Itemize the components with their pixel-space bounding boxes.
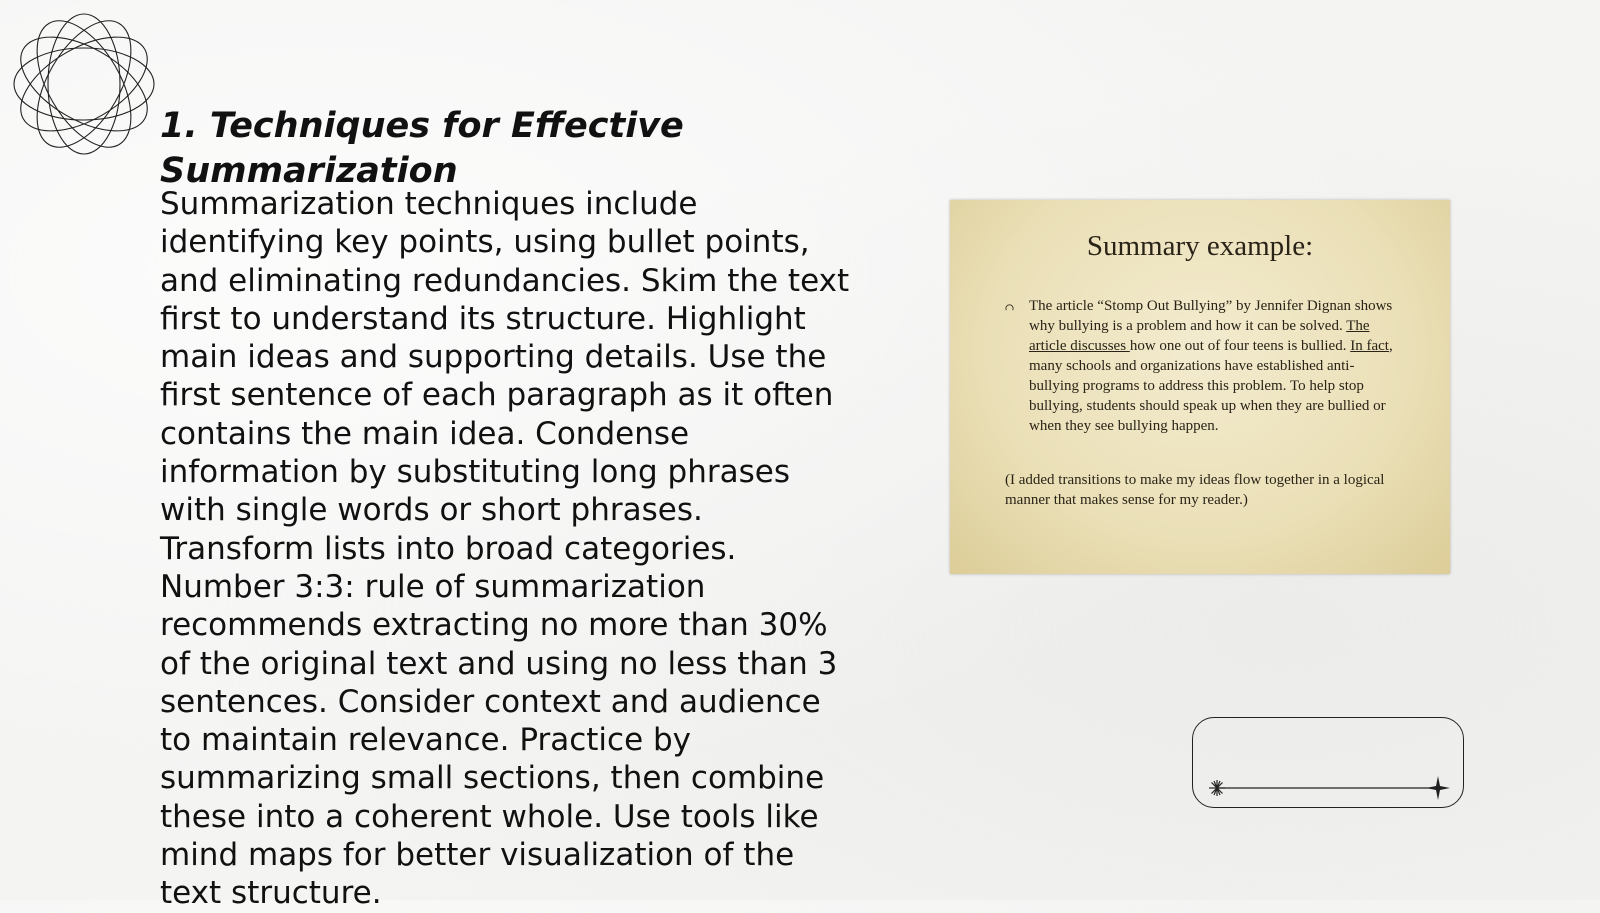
summary-example-heading: Summary example: [1086,230,1314,262]
paragraph-part-3: , many schools and organizations have established anti-bullying programs to address this problem. To help stop bullying, students should speak up when they are bullied or when they see bullying happen. [1029,338,1393,434]
four-point-star-icon [1426,776,1450,800]
paragraph-underline-1: The article discusses [1029,318,1370,354]
decorative-frame [1192,717,1464,808]
summary-example-paragraph [1029,296,1401,436]
summary-example-note: (I added transitions to make my ideas flow together in a logical manner that makes sense for my reader.) [1005,472,1385,508]
paragraph-part-1: The article “Stomp Out Bullying” by Jennifer Dignan shows why bullying is a problem and how it can be solved. [1029,298,1393,334]
summary-example-image [950,200,1450,574]
hollow-circle-bullet-icon [1005,303,1014,312]
paragraph-part-2: how one out of four teens is bullied. [1129,338,1351,354]
decorative-line [1193,718,1465,809]
spirograph-logo-icon [10,10,158,158]
slide-title: 1. Techniques for Effective Summarization [160,106,684,191]
paragraph-underline-2: In fact [1350,338,1389,354]
sparkle-icon [1209,780,1225,796]
slide-body-text: Summarization techniques include identifying key points, using bullet points, and eliminating redundancies. Skim the text first to understand its structure. Highlight main ideas and supporting details. Use the first sentence of each paragraph as it often contains the main idea. Condense information by substituting long phrases with single words or short phrases. Transform lists into broad categories. Number 3:3: rule of summarization recommends extracting no more than 30% of the original text and using no less than 3 sentences. Consider context and audience to maintain relevance. Practice by summarizing small sections, then combine these into a coherent whole. Use tools like mind maps for better visualization of the text structure. [160,186,850,912]
